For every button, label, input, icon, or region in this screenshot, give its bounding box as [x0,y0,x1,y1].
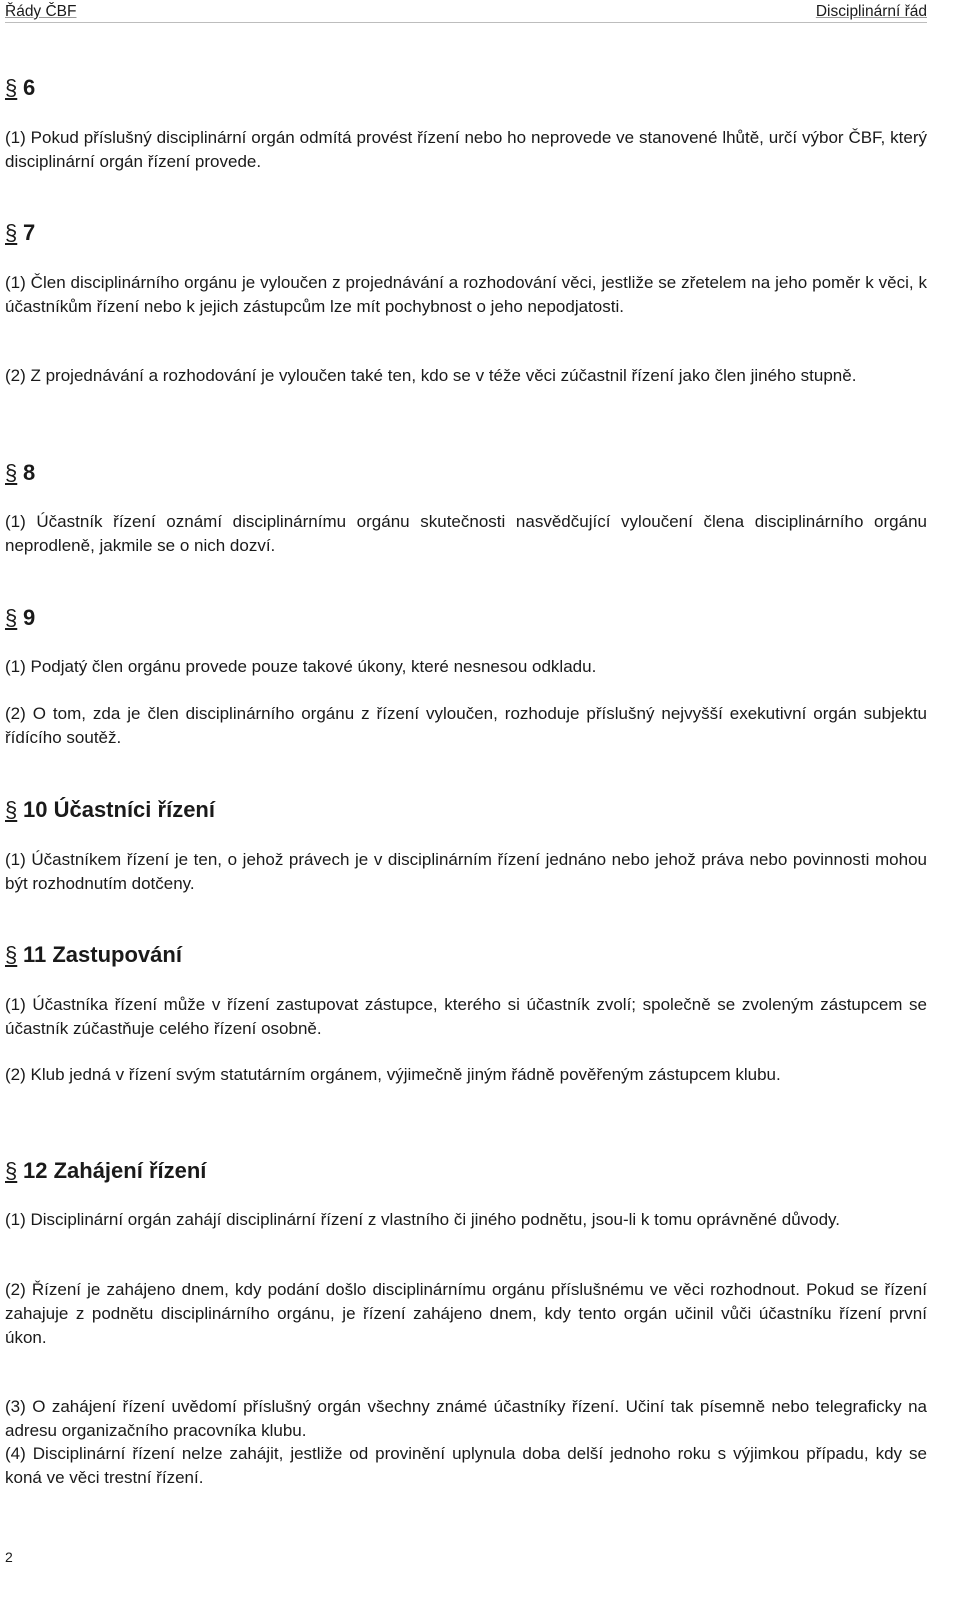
section-sign: § [5,605,18,630]
page-header [5,2,927,23]
section-heading [5,797,215,823]
section-title: 8 [23,460,36,485]
section-sign: § [5,75,18,100]
header-link-rady-cbf[interactable]: Řády ČBF [5,3,77,20]
section-heading [5,75,35,101]
section-heading [5,942,182,968]
section-sign: § [5,460,18,485]
section-title: 7 [23,220,36,245]
paragraph: (1) Pokud příslušný disciplinární orgán odmítá provést řízení nebo ho neprovede ve stanovené lhůtě, určí výbor ČBF, který disciplinární orgán řízení provede. [5,128,927,171]
section-sign: § [5,1158,18,1183]
paragraph: (2) Z projednávání a rozhodování je vyloučen také ten, kdo se v téže věci zúčastnil řízení jako člen jiného stupně. [5,366,857,385]
section-title: 6 [23,75,36,100]
section-heading [5,460,35,486]
section-sign: § [5,942,18,967]
paragraph: (2) Klub jedná v řízení svým statutárním orgánem, výjimečně jiným řádně pověřeným zástupcem klubu. [5,1065,781,1084]
paragraph: (1) Účastník řízení oznámí disciplinárnímu orgánu skutečnosti nasvědčující vyloučení člena disciplinárního orgánu neprodleně, jakmile se o nich dozví. [5,512,927,555]
section-title: 10 Účastníci řízení [23,797,215,822]
section-title: 9 [23,605,36,630]
paragraph: (1) Podjatý člen orgánu provede pouze takové úkony, které nesnesou odkladu. [5,657,597,676]
header-link-disciplinarni-rad[interactable]: Disciplinární řád [815,3,927,20]
section-sign: § [5,220,18,245]
paragraph: (1) Disciplinární orgán zahájí disciplinární řízení z vlastního či jiného podnětu, jsou-li k tomu oprávněné důvody. [5,1210,841,1229]
paragraph: (2) Řízení je zahájeno dnem, kdy podání došlo disciplinárnímu orgánu příslušnému ve věci rozhodnout. Pokud se řízení zahajuje z podnětu disciplinárního orgánu, je řízení zahájeno dnem, kdy tento orgán učinil vůči účastníku řízení první úkon. [5,1280,927,1347]
paragraph: (3) O zahájení řízení uvědomí příslušný orgán všechny známé účastníky řízení. Učiní tak písemně nebo telegraficky na adresu organizačního pracovníka klubu. [5,1397,927,1440]
section-heading [5,1158,206,1184]
page-number: 2 [5,1549,13,1565]
paragraph: (2) O tom, zda je člen disciplinárního orgánu z řízení vyloučen, rozhoduje příslušný nejvyšší exekutivní orgán subjektu řídícího soutěž. [5,704,927,747]
section-title: 12 Zahájení řízení [23,1158,207,1183]
paragraph: (1) Účastníkem řízení je ten, o jehož právech je v disciplinárním řízení jednáno nebo jehož práva nebo povinnosti mohou být rozhodnutím dotčeny. [5,850,927,893]
paragraph: (1) Člen disciplinárního orgánu je vyloučen z projednávání a rozhodování věci, jestliže se zřetelem na jeho poměr k věci, k účastníkům řízení nebo k jejich zástupcům lze mít pochybnost o jeho nepodjatosti. [5,273,927,316]
section-heading [5,605,35,631]
section-heading [5,220,35,246]
paragraph: (4) Disciplinární řízení nelze zahájit, jestliže od provinění uplynula doba delší jednoho roku s výjimkou případu, kdy se koná ve věci trestní řízení. [5,1444,927,1487]
section-sign: § [5,797,18,822]
section-title: 11 Zastupování [23,942,182,967]
paragraph: (1) Účastníka řízení může v řízení zastupovat zástupce, kterého si účastník zvolí; společně se zvoleným zástupcem se účastník zúčastňuje celého řízení osobně. [5,995,927,1038]
